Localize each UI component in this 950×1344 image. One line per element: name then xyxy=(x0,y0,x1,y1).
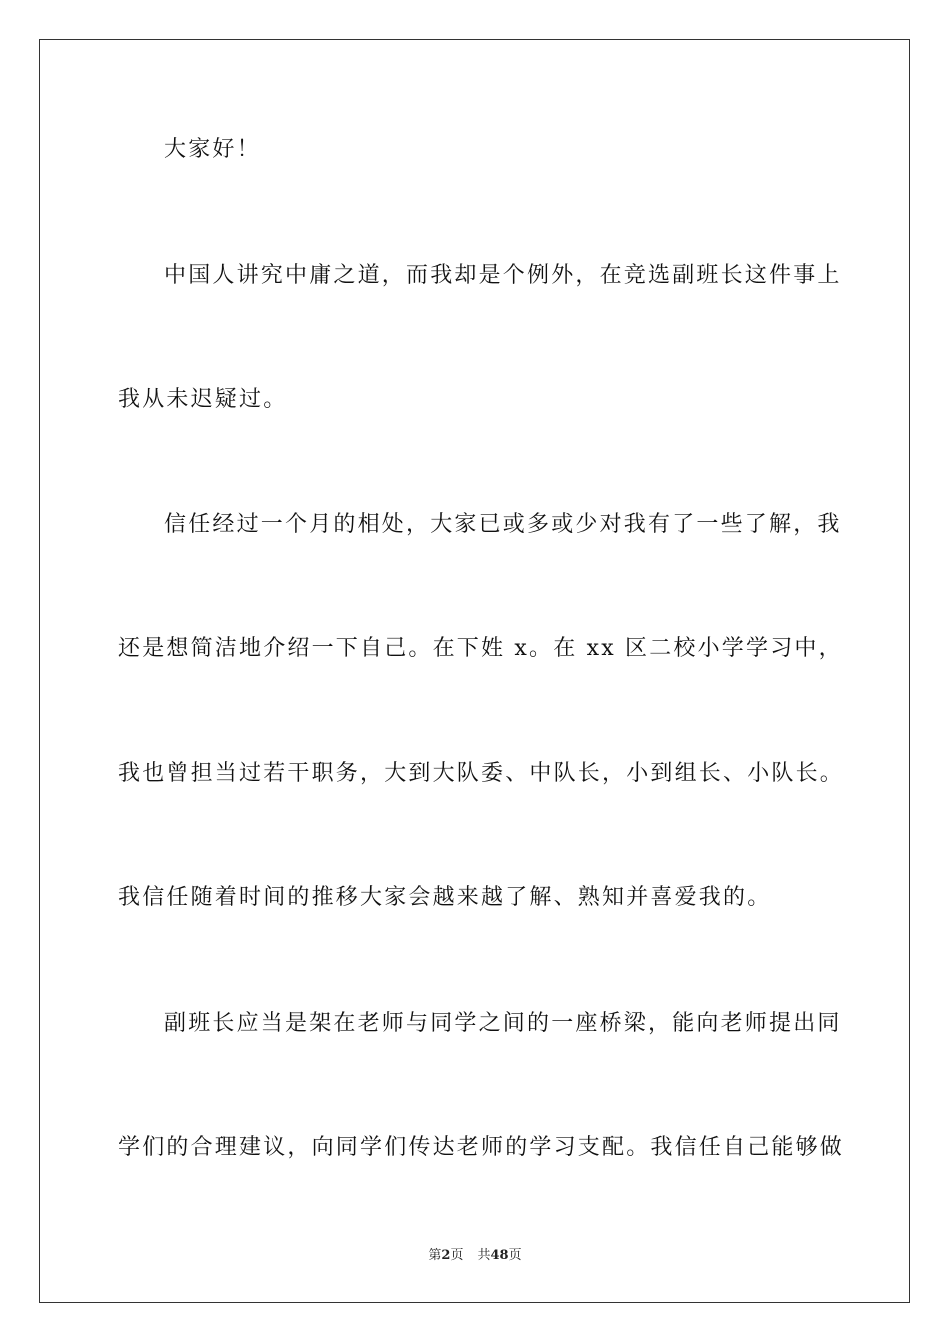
footer-page-prefix: 第 xyxy=(428,1248,442,1263)
paragraph-2-line-3: 我也曾担当过若干职务，大到大队委、中队长，小到组长、小队长。 xyxy=(118,761,845,786)
paragraph-3-line-1: 副班长应当是架在老师与同学之间的一座桥梁，能向老师提出同 xyxy=(164,1011,842,1036)
footer-total-prefix: 共 xyxy=(477,1248,491,1263)
paragraph-3-line-2: 学们的合理建议，向同学们传达老师的学习支配。我信任自己能够做 xyxy=(118,1135,845,1160)
footer-page-number: 2 xyxy=(441,1248,451,1263)
page-footer xyxy=(0,1247,950,1265)
page-border xyxy=(39,39,910,1303)
paragraph-1-line-1: 中国人讲究中庸之道，而我却是个例外，在竞选副班长这件事上 xyxy=(164,263,842,288)
paragraph-2-line-4: 我信任随着时间的推移大家会越来越了解、熟知并喜爱我的。 xyxy=(118,885,772,910)
paragraph-2-line-1: 信任经过一个月的相处，大家已或多或少对我有了一些了解，我 xyxy=(164,512,842,537)
paragraph-1-line-2: 我从未迟疑过。 xyxy=(118,387,288,412)
footer-total-suffix: 页 xyxy=(508,1248,522,1263)
greeting-line: 大家好！ xyxy=(164,137,261,162)
footer-total-pages: 48 xyxy=(490,1248,509,1263)
paragraph-2-line-2: 还是想简洁地介绍一下自己。在下姓 x。在 xx 区二校小学学习中， xyxy=(118,636,843,661)
footer-page-suffix: 页 xyxy=(450,1248,464,1263)
